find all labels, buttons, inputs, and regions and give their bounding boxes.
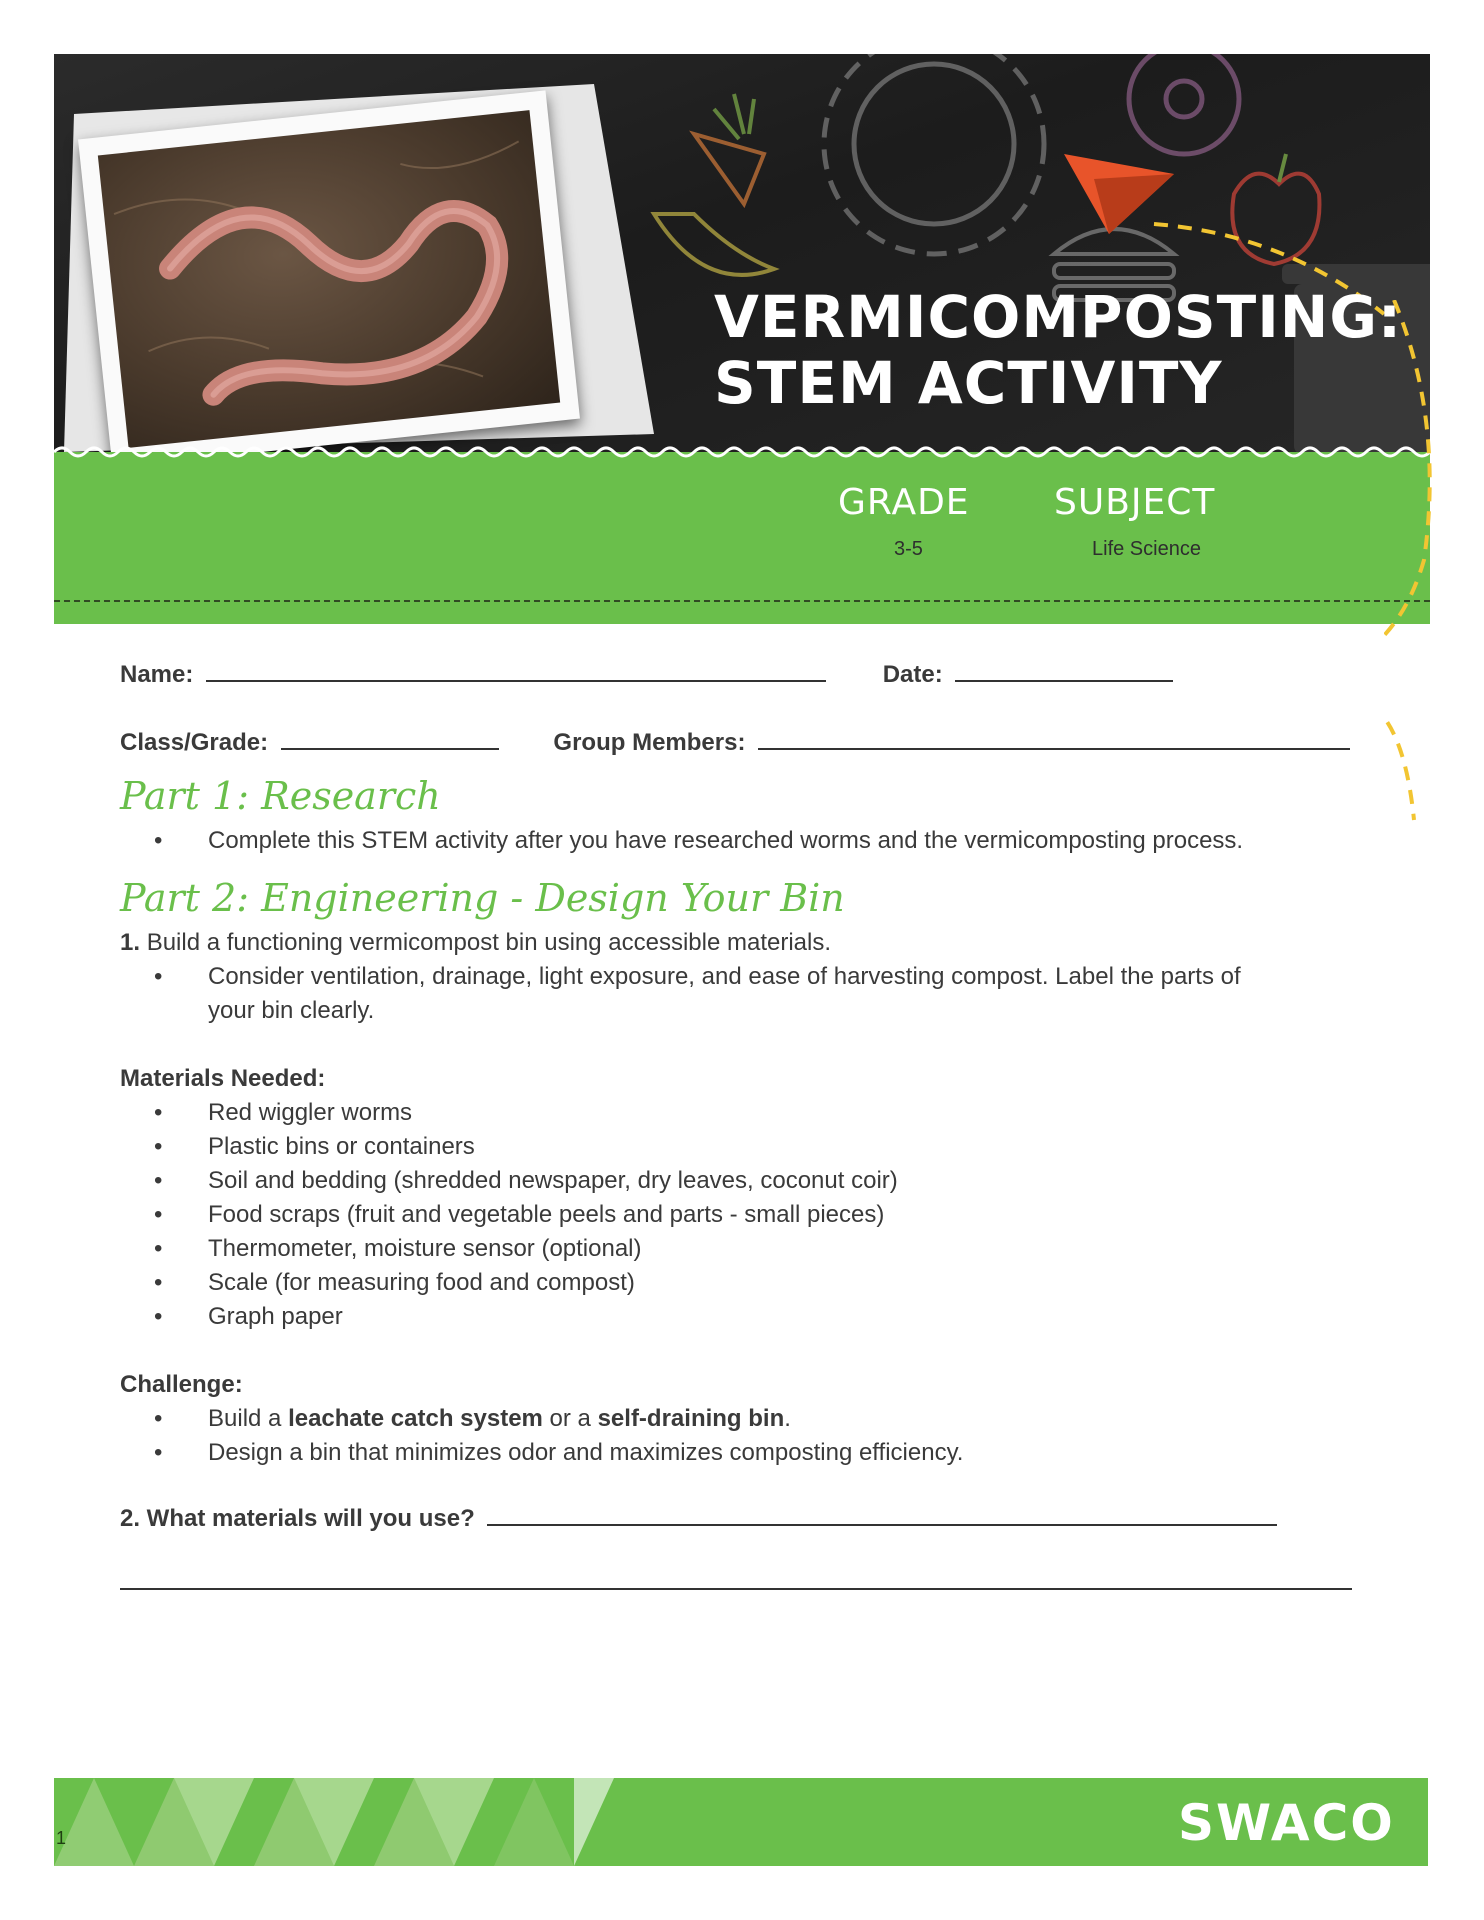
list-item: • Design a bin that minimizes odor and maximizes composting efficiency. bbox=[208, 1436, 963, 1470]
banana-icon bbox=[654, 214, 774, 275]
step1-bullet-line2: your bin clearly. bbox=[208, 997, 375, 1024]
question2-answer-line1[interactable] bbox=[487, 1502, 1277, 1526]
class-label: Class/Grade: bbox=[120, 729, 269, 756]
step1-bullet-line1: Consider ventilation, drainage, light exposure, and ease of harvesting compost. Label the parts of bbox=[208, 963, 1241, 990]
group-field[interactable] bbox=[758, 726, 1350, 750]
challenge1-text: Build a bbox=[208, 1405, 289, 1432]
list-item: • Plastic bins or containers bbox=[208, 1130, 898, 1164]
list-item bbox=[208, 1402, 963, 1436]
page-title bbox=[714, 284, 1414, 416]
challenge1-text-mid: or a bbox=[542, 1405, 598, 1432]
subject-value: Life Science bbox=[1092, 538, 1201, 560]
swaco-logo: SWACO bbox=[1178, 1794, 1395, 1852]
group-label: Group Members: bbox=[553, 729, 746, 756]
challenge-heading: Challenge: bbox=[120, 1371, 243, 1398]
list-item: • Food scraps (fruit and vegetable peels and parts - small pieces) bbox=[208, 1198, 898, 1232]
name-field[interactable] bbox=[206, 658, 826, 682]
part1-list bbox=[120, 824, 1243, 858]
list-item: • Graph paper bbox=[208, 1300, 898, 1334]
list-item: • Soil and bedding (shredded newspaper, dry leaves, coconut coir) bbox=[208, 1164, 898, 1198]
paper-airplane-icon bbox=[1064, 154, 1174, 234]
question2-answer-line2[interactable] bbox=[120, 1588, 1352, 1590]
title-line-1: VERMICOMPOSTING: bbox=[714, 283, 1403, 351]
step1-list bbox=[120, 960, 1241, 1028]
plate-icon bbox=[824, 54, 1044, 254]
list-item: • Thermometer, moisture sensor (optional) bbox=[208, 1232, 898, 1266]
part2-heading: Part 2: Engineering - Design Your Bin bbox=[120, 876, 845, 920]
question2-label: 2. What materials will you use? bbox=[120, 1505, 475, 1532]
apple-icon bbox=[1232, 154, 1319, 264]
worm-photo bbox=[78, 90, 580, 452]
class-field[interactable] bbox=[281, 726, 499, 750]
challenge1-text-end: . bbox=[784, 1405, 791, 1432]
challenge-list bbox=[120, 1402, 963, 1470]
date-field[interactable] bbox=[955, 658, 1173, 682]
challenge1-bold-self-draining: self-draining bin bbox=[597, 1405, 785, 1432]
step1-number: 1. bbox=[120, 929, 141, 956]
page-number: 1 bbox=[56, 1828, 67, 1848]
list-item: • Scale (for measuring food and compost) bbox=[208, 1266, 898, 1300]
materials-heading: Materials Needed: bbox=[120, 1065, 326, 1092]
challenge1-bold-leachate: leachate catch system bbox=[288, 1405, 543, 1432]
date-label: Date: bbox=[882, 661, 943, 688]
question2-row bbox=[120, 1502, 1277, 1533]
name-date-row bbox=[120, 658, 1173, 689]
list-item: • Red wiggler worms bbox=[208, 1096, 898, 1130]
grade-label: GRADE bbox=[838, 482, 970, 523]
header-banner bbox=[54, 54, 1430, 624]
part1-heading: Part 1: Research bbox=[120, 774, 441, 818]
step1-text: Build a functioning vermicompost bin using accessible materials. bbox=[146, 929, 832, 956]
list-item bbox=[208, 960, 1241, 1028]
scalloped-edge bbox=[54, 444, 1430, 460]
chalkboard-background bbox=[54, 54, 1430, 452]
grade-value: 3-5 bbox=[894, 538, 923, 560]
donut-icon bbox=[1129, 54, 1239, 154]
worm-image bbox=[98, 110, 560, 448]
triangle-pattern bbox=[54, 1778, 614, 1866]
title-line-2: STEM ACTIVITY bbox=[714, 349, 1223, 417]
name-label: Name: bbox=[120, 661, 194, 688]
flight-trail-margin bbox=[1384, 300, 1484, 860]
list-item: • Complete this STEM activity after you have researched worms and the vermicomposting process. bbox=[208, 824, 1243, 858]
materials-list bbox=[120, 1096, 898, 1334]
step1 bbox=[120, 926, 831, 960]
class-group-row bbox=[120, 726, 1350, 757]
earthworm-illustration bbox=[98, 110, 560, 448]
green-band bbox=[54, 452, 1430, 624]
subject-label: SUBJECT bbox=[1054, 482, 1216, 523]
carrot-icon bbox=[694, 94, 764, 204]
dashed-divider bbox=[54, 600, 1430, 602]
